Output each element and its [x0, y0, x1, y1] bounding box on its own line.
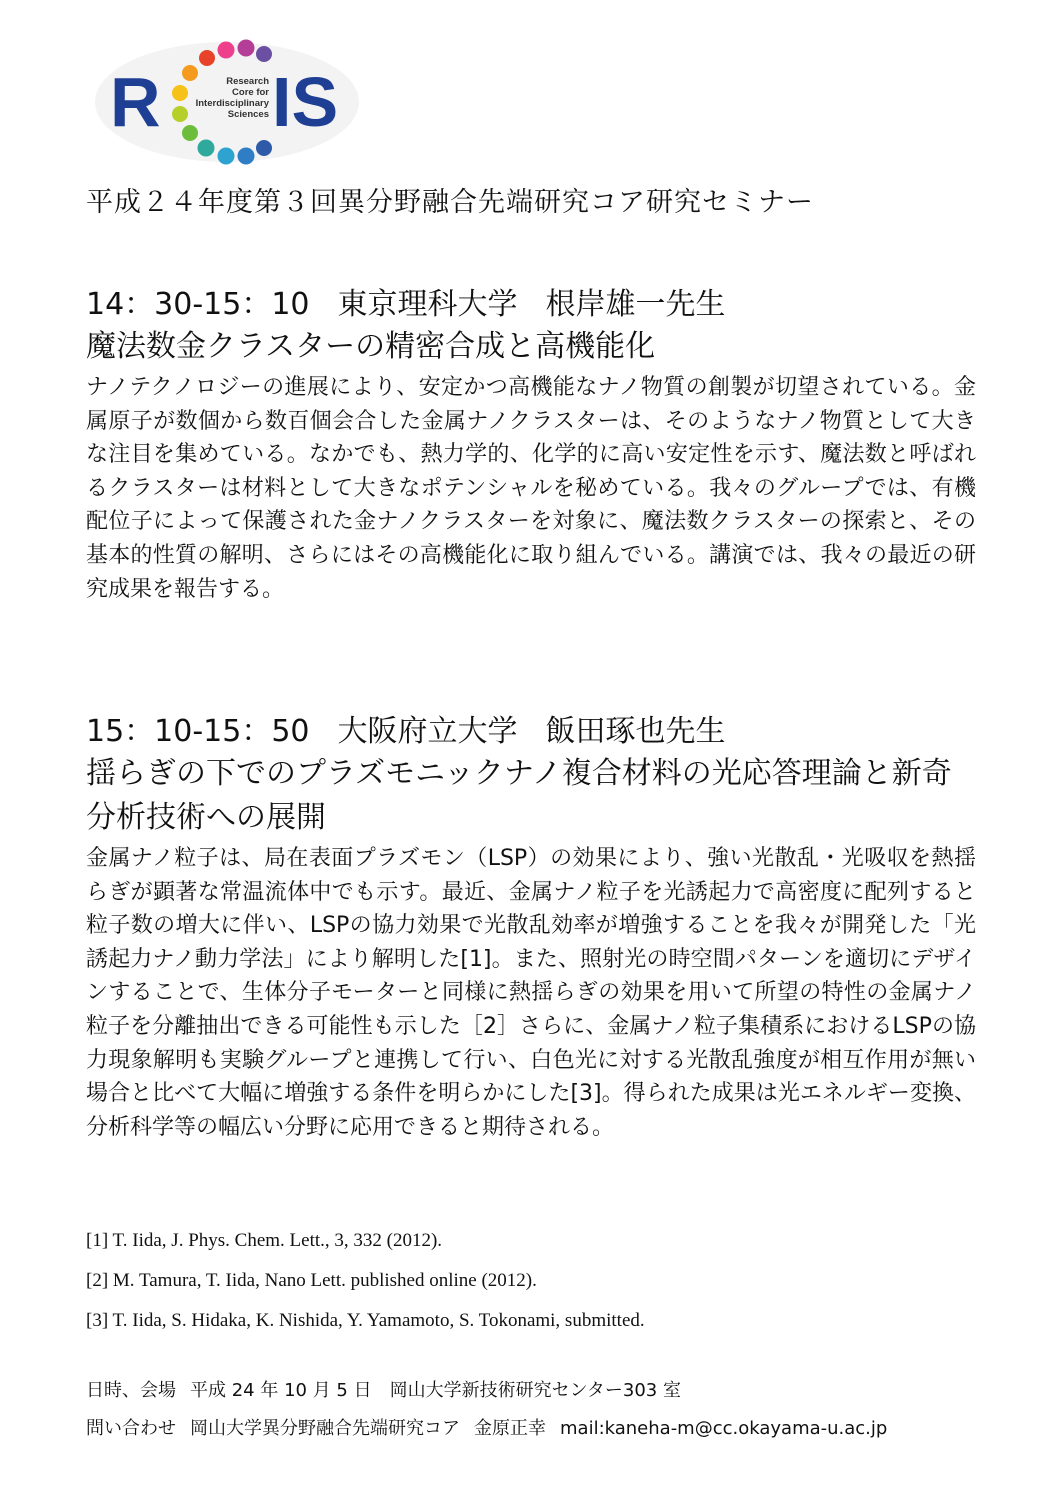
session-2-header	[86, 712, 976, 752]
contact-person: 金原正幸	[474, 1418, 546, 1439]
rcis-logo-graphic	[92, 36, 362, 166]
session-1-talk-title: 魔法数金クラスターの精密合成と高機能化	[86, 329, 656, 364]
session-1-abstract: ナノテクノロジーの進展により、安定かつ高機能なナノ物質の創製が切望されている。金属原子が数個から数百個会合した金属ナノクラスターは、そのようなナノ物質として大きな注目を集めている。なかでも、熱力学的、化学的に高い安定性を示す、魔法数と呼ばれるクラスターは材料として大きなポテンシャルを秘めている。我々のグループでは、有機配位子によって保護された金ナノクラスターを対象に、魔法数クラスターの探索と、その基本的性質の解明、さらにはその高機能化に取り組んでいる。講演では、我々の最近の研究成果を報告する。	[86, 375, 976, 602]
datetime-value: 平成 24 年 10 月 5 日 岡山大学新技術研究センター303 室	[190, 1380, 681, 1401]
session-1-header	[86, 285, 976, 325]
reference-1: [1] T. Iida, J. Phys. Chem. Lett., 3, 332 (2012).	[86, 1230, 443, 1251]
session-2-abstract: 金属ナノ粒子は、局在表面プラズモン（LSP）の効果により、強い光散乱・光吸収を熱揺らぎが顕著な常温流体中でも示す。最近、金属ナノ粒子を光誘起力で高密度に配列すると粒子数の増大に伴い、LSPの協力効果で光散乱効率が増強することを我々が開発した「光誘起力ナノ動力学法」により解明した[1]。また、照射光の時空間パターンを適切にデザインすることで、生体分子モーターと同様に熱揺らぎの効果を用いて所望の特性の金属ナノ粒子を分離抽出できる可能性も示した［2］さらに、金属ナノ粒子集積系におけるLSPの協力現象解明も実験グループと連携して行い、白色光に対する光散乱強度が相互作用が無い場合と比べて大幅に増強する条件を明らかにした[3]。得られた成果は光エネルギー変換、分析科学等の幅広い分野に応用できると期待される。	[86, 846, 976, 1140]
session-1-time: 14：30-15：10	[86, 287, 310, 322]
datetime-label: 日時、会場	[86, 1380, 176, 1401]
seminar-title: 平成２４年度第３回異分野融合先端研究コア研究セミナー	[86, 187, 814, 218]
reference-3: [3] T. Iida, S. Hidaka, K. Nishida, Y. Yamamoto, S. Tokonami, submitted.	[86, 1310, 645, 1331]
logo-letters-is: IS	[272, 63, 339, 141]
session-2-speaker: 飯田琢也先生	[545, 714, 726, 749]
footer-contact	[86, 1416, 887, 1454]
session-1-affiliation: 東京理科大学	[337, 287, 518, 322]
contact-mail: mail:kaneha-m@cc.okayama-u.ac.jp	[560, 1418, 888, 1439]
logo-tagline-1: Research	[226, 76, 269, 87]
session-1	[86, 285, 976, 606]
session-2-time: 15：10-15：50	[86, 714, 310, 749]
logo-tagline-4: Sciences	[227, 109, 269, 120]
session-1-speaker: 根岸雄一先生	[545, 287, 726, 322]
reference-2: [2] M. Tamura, T. Iida, Nano Lett. published online (2012).	[86, 1270, 537, 1291]
logo-letter-r: R	[110, 63, 161, 141]
logo-tagline-3: Interdisciplinary	[195, 98, 269, 109]
contact-org: 岡山大学異分野融合先端研究コア	[190, 1418, 460, 1439]
footer-info	[86, 1378, 887, 1454]
footer-datetime	[86, 1378, 887, 1416]
session-2	[86, 712, 976, 1144]
rcis-logo	[92, 36, 362, 166]
contact-label: 問い合わせ	[86, 1418, 176, 1439]
session-2-affiliation: 大阪府立大学	[337, 714, 518, 749]
session-2-talk-title: 揺らぎの下でのプラズモニックナノ複合材料の光応答理論と新奇分析技術への展開	[86, 756, 952, 835]
logo-tagline-2: Core for	[232, 87, 269, 98]
references	[86, 1228, 645, 1348]
